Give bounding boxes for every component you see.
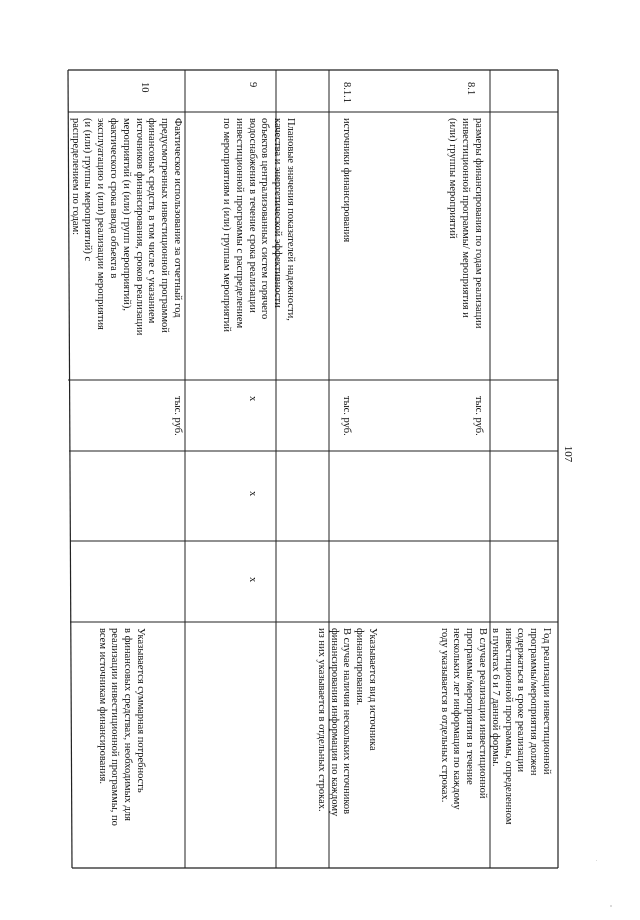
row-name-line: предусмотренных инвестиционной программой [159, 118, 171, 333]
row-note-line: нескольких лет информация по каждому [451, 628, 463, 810]
row-number: 10 [139, 82, 150, 93]
row-name-line: (или) группы мероприятий [447, 118, 459, 239]
row-name-line: финансовых средств, в том числе с указанием [146, 118, 158, 324]
row-note-line: в пунктах 6 и 7 данной формы. [489, 628, 501, 767]
row-note-line: Указывается вид источника [367, 628, 378, 751]
row-note-line: из них указывается в отдельных строках. [315, 628, 327, 812]
row-note-line: в финансовых средствах, необходимых для [122, 628, 134, 821]
row-name-line: Фактическое использование за отчетный год [172, 118, 183, 318]
row-note-line: году указывается в отдельных строках. [438, 628, 450, 803]
row-name-line: фактического срока ввода объекта в [108, 118, 119, 279]
row-name-line: мероприятий (и (или) групп мероприятий), [120, 118, 132, 312]
scan-speck [610, 905, 612, 907]
row-name-line: объектов централизованных систем горячего [259, 118, 271, 320]
row-unit: тыс. руб. [341, 396, 352, 436]
row-name-line: качества и энергетической эффективности [272, 118, 284, 308]
row-note-line: всем источникам финансирования. [96, 628, 108, 784]
row-number: 9 [247, 82, 258, 88]
row-note-line: инвестиционной программы, определенном [502, 628, 514, 825]
row-note-line: В случае реализации инвестиционной [477, 628, 488, 799]
row-col5-mark: х [247, 491, 258, 497]
row-note-line: реализации инвестиционной программы, по [109, 628, 121, 826]
row-note-line: содержаться в сроке реализации [515, 628, 527, 773]
row-note-line: В случае наличия нескольких источников [341, 628, 353, 815]
row-name-line: по мероприятиям и (или) группам мероприятий [221, 118, 232, 333]
row-number: 8.1 [465, 82, 476, 96]
row-col6-mark: х [247, 577, 258, 583]
row-unit: тыс. руб. [172, 396, 183, 436]
row-name-line: распределением по годам: [69, 118, 81, 236]
row-note-line: Указывается суммарная потребность [135, 628, 146, 793]
row-name-line: инвестиционной программы/ мероприятия и [460, 118, 472, 318]
row-name-line: инвестиционной программы с распределением [233, 118, 245, 329]
row-number: 8.1.1 [341, 82, 352, 103]
row-name-line: (и (или) группы мероприятий) с [82, 118, 94, 262]
row-unit: тыс. руб. [473, 396, 484, 436]
row-note-line: Год реализации инвестиционной [541, 628, 552, 775]
row-note-line: программы/мероприятия в течение [464, 628, 476, 785]
scan-speck [596, 860, 597, 861]
row-name-line: источников финансирования, сроков реализации [133, 118, 145, 336]
row-name-line: водоснабжения в течение срока реализации [246, 118, 258, 313]
row-note-line: финансирования. [354, 628, 366, 706]
page-number: 107 [562, 445, 574, 463]
row-name-line: эксплуатацию и (или) реализации мероприятия [95, 118, 107, 330]
row-unit: х [247, 396, 258, 402]
row-note-line: программы/мероприятия должен [528, 628, 540, 776]
row-name-line: размеры финансирования по годам реализации [473, 118, 484, 329]
row-name-line: источники финансирования [341, 118, 352, 243]
row-note-line: финансирования информация по каждому [328, 628, 340, 817]
row-name-line: Плановые значения показателей надежности, [285, 118, 296, 321]
